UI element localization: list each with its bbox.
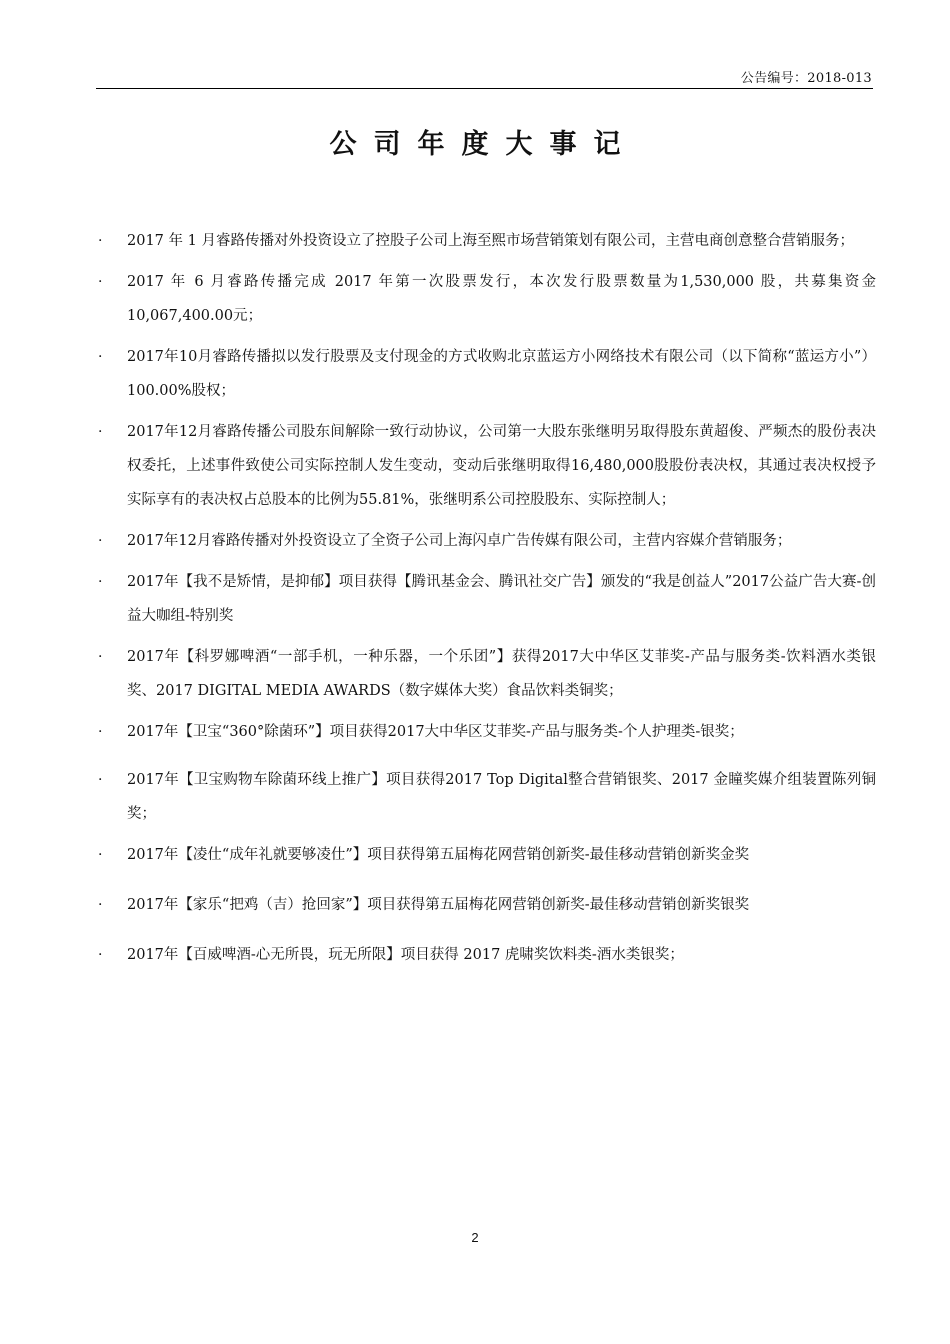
event-text: 2017年【我不是矫情，是抑郁】项目获得【腾讯基金会、腾讯社交广告】颁发的“我是创益人”2017公益广告大赛-创益大咖组-特别奖 [127, 574, 876, 624]
bullet-icon: · [98, 274, 103, 290]
bullet-icon: · [98, 897, 103, 913]
event-text: 2017年【百威啤酒-心无所畏，玩无所限】项目获得 2017 虎啸奖饮料类-酒水类银奖； [127, 947, 684, 963]
event-text: 2017年【家乐“把鸡（吉）抢回家”】项目获得第五届梅花网营销创新奖-最佳移动营销创新奖银奖 [127, 897, 750, 913]
event-item-6 [96, 565, 876, 633]
event-item-5 [96, 524, 876, 558]
announcement-code: 公告编号：2018-013 [740, 71, 872, 86]
events-list [96, 224, 876, 972]
bullet-icon: · [98, 349, 103, 365]
event-item-11 [96, 888, 876, 922]
event-text: 2017年12月睿路传播公司股东间解除一致行动协议，公司第一大股东张继明另取得股东黄超俊、严频杰的股份表决权委托，上述事件致使公司实际控制人发生变动，变动后张继明取得16,480,000股股份表决权，其通过表决权授予实际享有的表决权占总股本的比例为55.81%，张继明系公司控股股东、实际控制人； [127, 424, 876, 508]
bullet-icon: · [98, 533, 103, 549]
event-item-4 [96, 415, 876, 517]
bullet-icon: · [98, 233, 103, 249]
event-text: 2017年12月睿路传播对外投资设立了全资子公司上海闪卓广告传媒有限公司，主营内容媒介营销服务； [127, 533, 792, 549]
bullet-icon: · [98, 724, 103, 740]
event-text: 2017年10月睿路传播拟以发行股票及支付现金的方式收购北京蓝运方小网络技术有限公司（以下简称“蓝运方小”）100.00%股权； [127, 349, 876, 399]
event-item-2 [96, 265, 876, 333]
event-text: 2017年【卫宝购物车除菌环线上推广】项目获得2017 Top Digital整合营销银奖、2017 金瞳奖媒介组装置陈列铜奖； [127, 772, 876, 822]
bullet-icon: · [98, 424, 103, 440]
event-text: 2017年【凌仕“成年礼就要够凌仕”】项目获得第五届梅花网营销创新奖-最佳移动营销创新奖金奖 [127, 847, 750, 863]
event-item-12 [96, 938, 876, 972]
bullet-icon: · [98, 574, 103, 590]
event-item-8 [96, 715, 876, 749]
page-title: 公司年度大事记 [329, 129, 638, 160]
bullet-icon: · [98, 649, 103, 665]
event-item-7 [96, 640, 876, 708]
event-text: 2017 年 6 月睿路传播完成 2017 年第一次股票发行，本次发行股票数量为1,530,000 股，共募集资金 10,067,400.00元； [127, 274, 876, 324]
bullet-icon: · [98, 772, 103, 788]
event-text: 2017 年 1 月睿路传播对外投资设立了控股子公司上海至熙市场营销策划有限公司，主营电商创意整合营销服务； [127, 233, 854, 249]
page-number: 2 [471, 1230, 479, 1245]
event-text: 2017年【卫宝“360°除菌环”】项目获得2017大中华区艾菲奖-产品与服务类-个人护理类-银奖； [127, 724, 744, 740]
event-item-10 [96, 838, 876, 872]
event-item-3 [96, 340, 876, 408]
bullet-icon: · [98, 947, 103, 963]
bullet-icon: · [98, 847, 103, 863]
header-divider [96, 88, 873, 89]
event-text: 2017年【科罗娜啤酒“一部手机，一种乐器，一个乐团”】获得2017大中华区艾菲奖-产品与服务类-饮料酒水类银奖、2017 DIGITAL MEDIA AWARDS（数字媒体大奖）食品饮料类铜奖； [127, 649, 876, 699]
event-item-1 [96, 224, 876, 258]
event-item-9 [96, 763, 876, 831]
